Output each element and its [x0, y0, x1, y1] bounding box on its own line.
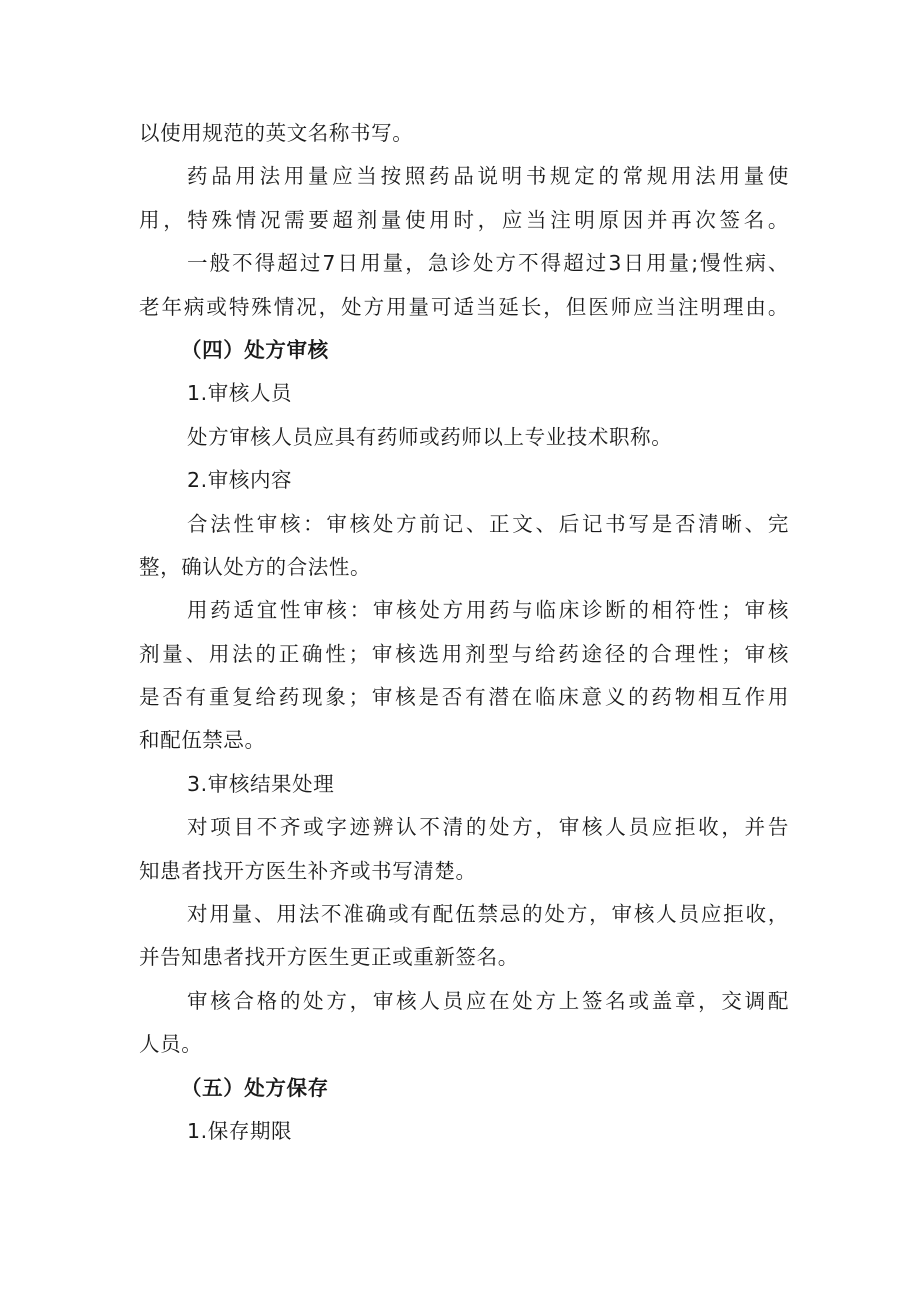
paragraph-line: 以使用规范的英文名称书写。 — [139, 121, 414, 145]
paragraph-line: 整，确认处方的合法性。 — [139, 554, 372, 579]
document-page — [139, 112, 789, 1153]
paragraph-line: 人员。 — [139, 1032, 203, 1057]
paragraph-line: 处方审核人员应具有药师或药师以上专业技术职称。 — [187, 424, 673, 449]
paragraph-line: 对用量、用法不准确或有配伍禁忌的处方，审核人员应拒收， — [187, 902, 789, 927]
paragraph-line: 知患者找开方医生补齐或书写清楚。 — [139, 858, 477, 883]
paragraph-line: 审核合格的处方，审核人员应在处方上签名或盖章，交调配 — [187, 988, 789, 1013]
paragraph-line: 合法性审核：审核处方前记、正文、后记书写是否清晰、完 — [187, 511, 789, 536]
subsection-title: 2.审核内容 — [187, 468, 293, 493]
subsection-title: 1.保存期限 — [187, 1118, 293, 1143]
paragraph-line: 并告知患者找开方医生更正或重新签名。 — [139, 945, 519, 970]
paragraph-line: 剂量、用法的正确性；审核选用剂型与给药途径的合理性；审核 — [139, 641, 789, 666]
paragraph-line: 药品用法用量应当按照药品说明书规定的常规用法用量使 — [187, 164, 789, 189]
section-heading: （五）处方保存 — [181, 1075, 329, 1100]
paragraph-line: 是否有重复给药现象；审核是否有潜在临床意义的药物相互作用 — [139, 685, 789, 710]
subsection-title: 3.审核结果处理 — [187, 771, 335, 796]
paragraph-line: 一般不得超过7日用量，急诊处方不得超过3日用量;慢性病、 — [187, 251, 789, 276]
paragraph-line: 对项目不齐或字迹辨认不清的处方，审核人员应拒收，并告 — [187, 815, 789, 840]
section-heading: （四）处方审核 — [181, 337, 329, 362]
subsection-title: 1.审核人员 — [187, 381, 293, 406]
paragraph-line: 用，特殊情况需要超剂量使用时，应当注明原因并再次签名。 — [139, 207, 789, 232]
paragraph-line: 和配伍禁忌。 — [139, 728, 266, 753]
paragraph-line: 老年病或特殊情况，处方用量可适当延长，但医师应当注明理由。 — [139, 294, 789, 319]
paragraph-line: 用药适宜性审核：审核处方用药与临床诊断的相符性；审核 — [187, 598, 789, 623]
